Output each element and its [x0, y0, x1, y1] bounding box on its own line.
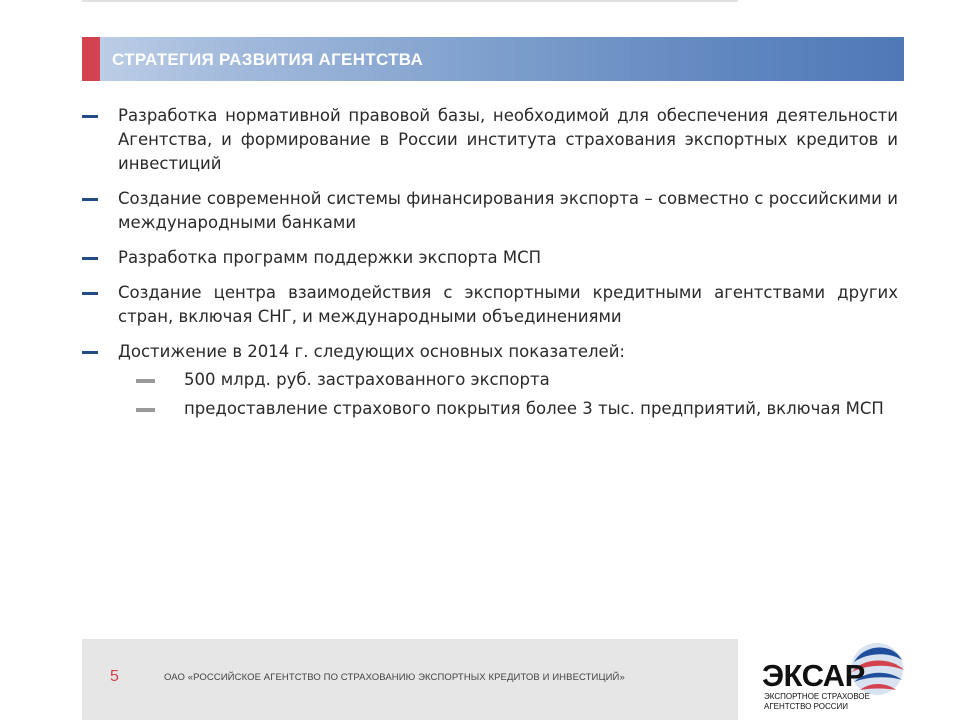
bullet-marker: [82, 292, 98, 295]
bullet-text: Создание центра взаимодействия с экспортными кредитными агентствами других стран, включая СНГ, и международными объединениями: [118, 283, 898, 326]
logo-name: ЭКСАР: [762, 658, 865, 693]
bullet-text: Разработка нормативной правовой базы, необходимой для обеспечения деятельности Агентства, и формирование в России института страхования экспортных кредитов и инвестиций: [118, 106, 898, 173]
slide-title: СТРАТЕГИЯ РАЗВИТИЯ АГЕНТСТВА: [112, 50, 424, 69]
bullet-item: [82, 104, 898, 176]
sub-bullet-marker: [136, 379, 155, 383]
bullet-item: [82, 281, 898, 329]
bullet-marker: [82, 115, 98, 118]
sub-bullet-item: [82, 368, 898, 392]
bullet-text: Достижение в 2014 г. следующих основных показателей:: [118, 342, 625, 361]
bullet-marker: [82, 198, 98, 201]
bullet-marker: [82, 351, 98, 354]
bullet-item: [82, 246, 898, 270]
sub-bullet-text: 500 млрд. руб. застрахованного экспорта: [184, 370, 550, 389]
logo-subtitle: ЭКСПОРТНОЕ СТРАХОВОЕ АГЕНТСТВО РОССИИ: [764, 692, 870, 711]
bullet-text: Создание современной системы финансирования экспорта – совместно с российскими и международными банками: [118, 189, 898, 232]
sub-bullet-item: [82, 397, 898, 421]
bullet-list: [82, 104, 898, 432]
bullet-item: [82, 187, 898, 235]
title-bar: [82, 37, 904, 81]
page-number: 5: [110, 668, 119, 685]
sub-bullet-list: [118, 368, 898, 421]
bullet-marker: [82, 257, 98, 260]
company-logo: [756, 636, 946, 720]
bullet-item: [82, 340, 898, 421]
bullet-text: Разработка программ поддержки экспорта МСП: [118, 248, 542, 267]
sub-bullet-text: предоставление страхового покрытия более 3 тыс. предприятий, включая МСП: [184, 399, 884, 418]
top-divider: [82, 0, 738, 2]
title-accent-stripe: [82, 37, 100, 81]
footer-organization: ОАО «РОССИЙСКОЕ АГЕНТСТВО ПО СТРАХОВАНИЮ ЭКСПОРТНЫХ КРЕДИТОВ И ИНВЕСТИЦИЙ»: [164, 672, 625, 683]
sub-bullet-marker: [136, 408, 155, 412]
